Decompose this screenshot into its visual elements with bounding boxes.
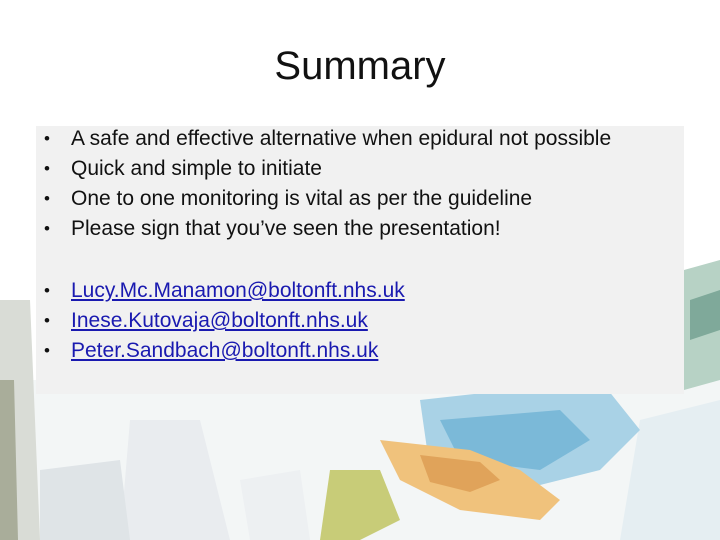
list-item <box>0 214 660 244</box>
summary-points <box>0 124 660 244</box>
bullet-icon: • <box>44 159 50 178</box>
bullet-icon: • <box>44 341 50 360</box>
bullet-icon: • <box>44 311 50 330</box>
bullet-icon: • <box>44 129 50 148</box>
summary-point: Quick and simple to initiate <box>71 157 322 180</box>
summary-point: Please sign that you’ve seen the presentation! <box>71 217 501 240</box>
email-link[interactable]: Lucy.Mc.Manamon@boltonft.nhs.uk <box>71 279 405 302</box>
bullet-icon: • <box>44 219 50 238</box>
list-item <box>0 154 660 184</box>
list-item <box>0 306 660 336</box>
list-item <box>0 184 660 214</box>
summary-point: One to one monitoring is vital as per the guideline <box>71 187 533 210</box>
list-item <box>0 336 660 366</box>
bullet-icon: • <box>44 281 50 300</box>
email-link[interactable]: Peter.Sandbach@boltonft.nhs.uk <box>71 339 379 362</box>
slide-title: Summary <box>274 44 446 88</box>
contact-list <box>0 276 660 366</box>
bullet-icon: • <box>44 189 50 208</box>
list-item <box>0 276 660 306</box>
email-link[interactable]: Inese.Kutovaja@boltonft.nhs.uk <box>71 309 368 332</box>
summary-point: A safe and effective alternative when epidural not possible <box>71 127 612 150</box>
list-item <box>0 124 660 154</box>
